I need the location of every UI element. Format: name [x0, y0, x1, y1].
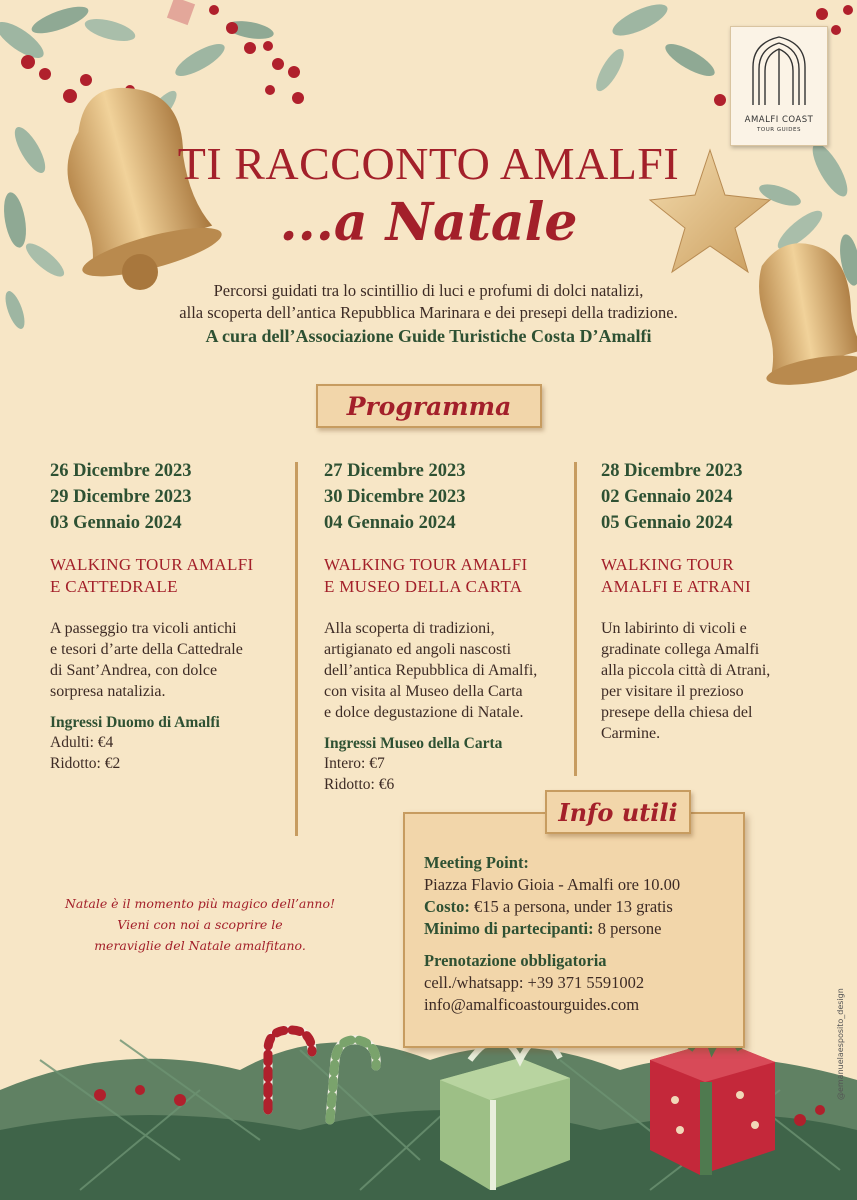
entry-price: Adulti: €4 — [50, 734, 114, 751]
quote-line: meraviglie del Natale amalfitano. — [94, 938, 306, 953]
entry-title: Ingressi Museo della Carta — [324, 735, 503, 752]
tour-title-line: WALKING TOUR AMALFI — [324, 555, 528, 574]
tour-title-line: E MUSEO DELLA CARTA — [324, 577, 523, 596]
tour-title-line: E CATTEDRALE — [50, 577, 178, 596]
tour-date: 30 Dicembre 2023 — [324, 487, 466, 507]
tour-column-2 — [324, 458, 574, 795]
tour-description — [50, 618, 300, 702]
min-participants-value: 8 persone — [597, 919, 662, 938]
cost-value: €15 a persona, under 13 gratis — [473, 897, 673, 916]
tour-dates — [50, 458, 300, 536]
meeting-point-label: Meeting Point: — [424, 853, 529, 872]
booking-label: Prenotazione obbligatoria — [424, 951, 607, 970]
tour-dates — [324, 458, 574, 536]
tour-dates — [601, 458, 851, 536]
tour-date: 29 Dicembre 2023 — [50, 487, 192, 507]
tour-description — [601, 618, 851, 744]
tour-date: 02 Gennaio 2024 — [601, 487, 733, 507]
desc-line: gradinate collega Amalfi — [601, 641, 760, 658]
tour-description — [324, 618, 574, 723]
column-divider — [574, 462, 577, 776]
desc-line: Carmine. — [601, 725, 661, 742]
desc-line: A passeggio tra vicoli antichi — [50, 620, 237, 637]
tour-column-3 — [601, 458, 851, 744]
cost-label: Costo: — [424, 897, 470, 916]
tour-title — [601, 554, 851, 598]
desc-line: Un labirinto di vicoli e — [601, 620, 747, 637]
min-participants-label: Minimo di partecipanti: — [424, 919, 594, 938]
desc-line: con visita al Museo della Carta — [324, 683, 523, 700]
tour-date: 04 Gennaio 2024 — [324, 513, 456, 533]
tour-column-1 — [50, 458, 300, 774]
desc-line: presepe della chiesa del — [601, 704, 753, 721]
intro-text — [120, 280, 737, 324]
intro-line-2: alla scoperta dell’antica Repubblica Marinara e dei presepi della tradizione. — [179, 303, 678, 322]
desc-line: per visitare il prezioso — [601, 683, 744, 700]
tour-date: 03 Gennaio 2024 — [50, 513, 182, 533]
desc-line: e dolce degustazione di Natale. — [324, 704, 524, 721]
intro-line-1: Percorsi guidati tra lo scintillio di luci e profumi di dolci natalizi, — [213, 281, 644, 300]
column-divider — [295, 462, 298, 836]
quote-line: Vieni con noi a scoprire le — [117, 917, 283, 932]
subtitle-a-natale: ...a Natale — [279, 192, 578, 253]
desc-line: Alla scoperta di tradizioni, — [324, 620, 495, 637]
desc-line: di Sant’Andrea, con dolce — [50, 662, 218, 679]
entry-price: Ridotto: €6 — [324, 776, 395, 793]
meeting-point-value: Piazza Flavio Gioia - Amalfi ore 10.00 — [424, 875, 681, 894]
logo-text-line1: AMALFI COAST — [744, 115, 814, 125]
phone-contact[interactable]: cell./whatsapp: +39 371 5591002 — [424, 973, 645, 992]
tour-date: 27 Dicembre 2023 — [324, 461, 466, 481]
amalfi-coast-logo — [730, 26, 828, 146]
info-utili-label: Info utili — [558, 797, 678, 827]
desc-line: alla piccola città di Atrani, — [601, 662, 771, 679]
desc-line: e tesori d’arte della Cattedrale — [50, 641, 243, 658]
desc-line: artigianato ed angoli nascosti — [324, 641, 512, 658]
info-details — [424, 852, 744, 1016]
christmas-quote — [40, 893, 360, 956]
main-title: TI RACCONTO AMALFI — [177, 138, 680, 189]
tour-date: 05 Gennaio 2024 — [601, 513, 733, 533]
quote-line: Natale è il momento più magico dell’anno! — [64, 896, 336, 911]
tour-title-line: AMALFI E ATRANI — [601, 577, 751, 596]
gift-red — [650, 1038, 775, 1176]
entry-price: Intero: €7 — [324, 755, 385, 772]
desc-line: dell’antica Repubblica di Amalfi, — [324, 662, 538, 679]
tour-title — [50, 554, 300, 598]
desc-line: sorpresa natalizia. — [50, 683, 166, 700]
email-contact[interactable]: info@amalficoastourguides.com — [424, 995, 640, 1014]
tour-date: 28 Dicembre 2023 — [601, 461, 743, 481]
programma-label-box — [316, 384, 542, 428]
curated-by: A cura dell’Associazione Guide Turistiche Costa D’Amalfi — [205, 326, 652, 346]
cathedral-arch-icon — [731, 27, 827, 113]
logo-text-line2: TOUR GUIDES — [757, 127, 801, 133]
designer-credit: @emanuelaesposito_design — [836, 988, 845, 1100]
programma-label: Programma — [346, 391, 512, 421]
tour-title-line: WALKING TOUR — [601, 555, 734, 574]
entry-price: Ridotto: €2 — [50, 755, 121, 772]
tour-title-line: WALKING TOUR AMALFI — [50, 555, 254, 574]
info-utili-label-box — [545, 790, 691, 834]
tour-title — [324, 554, 574, 598]
tour-date: 26 Dicembre 2023 — [50, 461, 192, 481]
entry-title: Ingressi Duomo di Amalfi — [50, 714, 220, 731]
